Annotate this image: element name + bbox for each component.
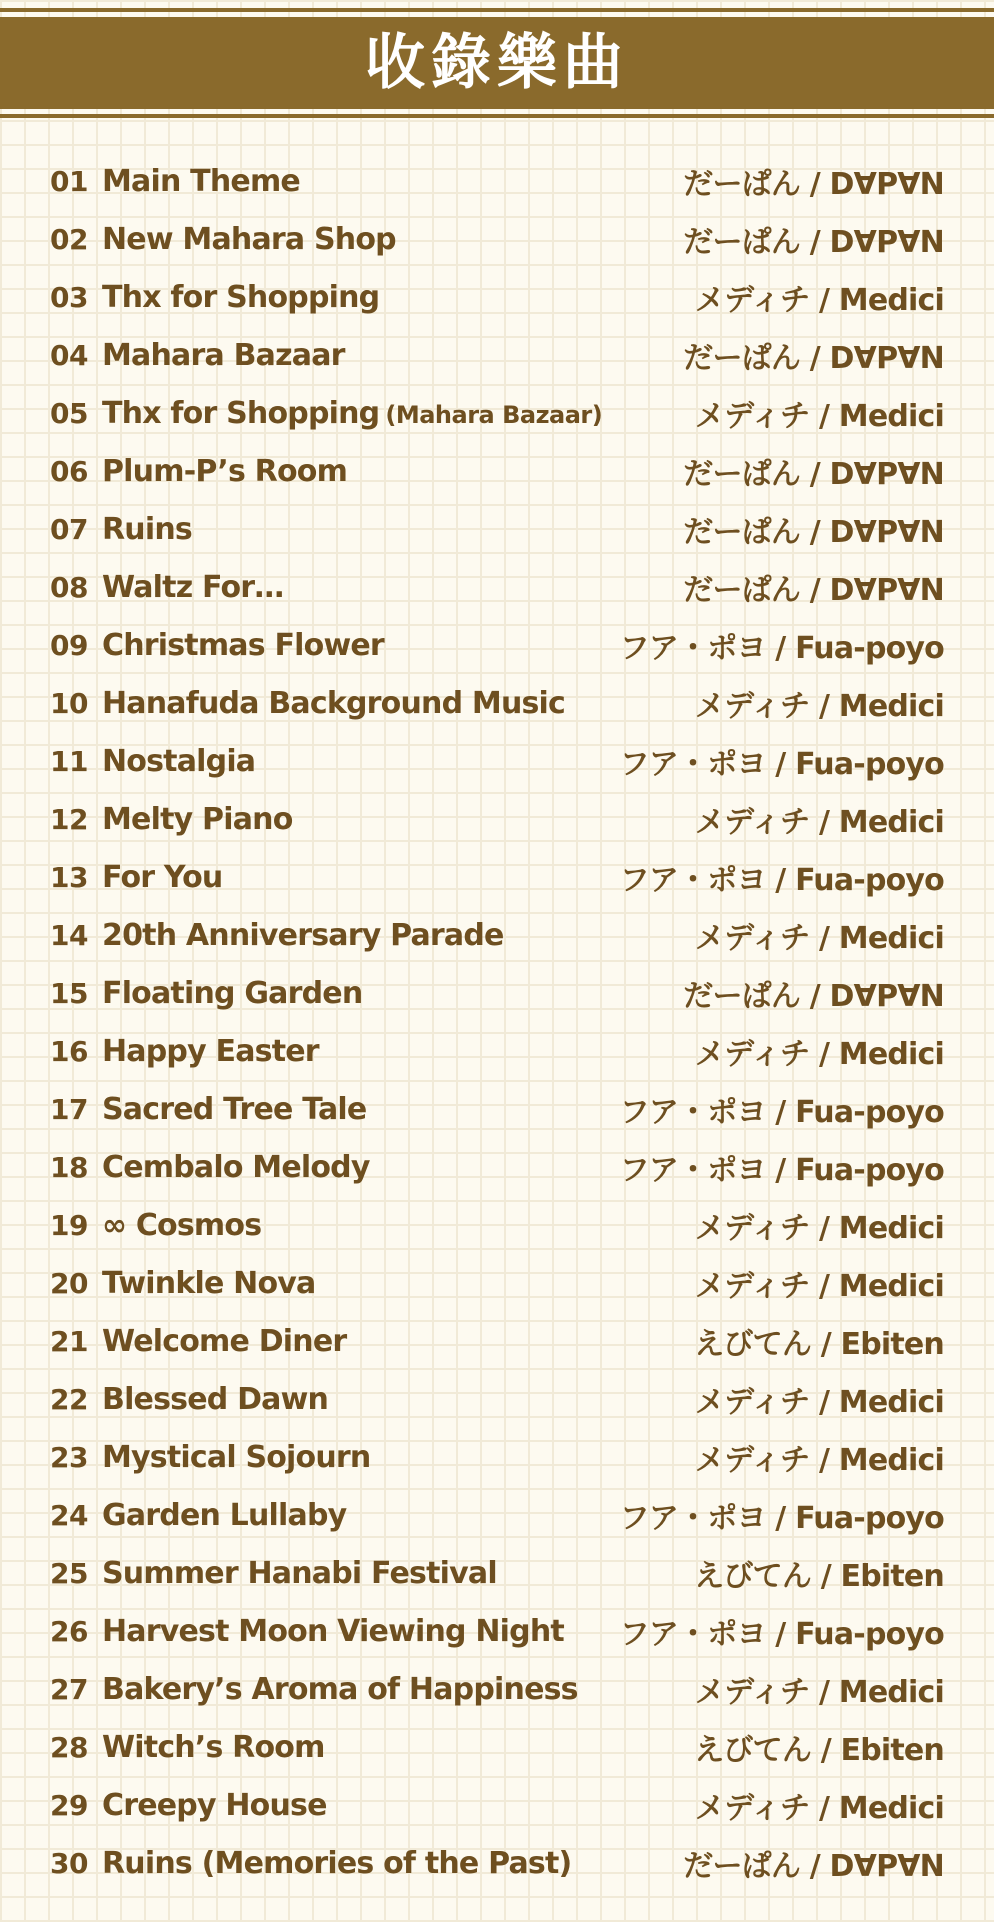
header-banner — [0, 8, 994, 118]
track-row — [50, 1022, 944, 1080]
track-info — [50, 1556, 497, 1591]
track-number: 10 — [50, 686, 88, 720]
track-row — [50, 1312, 944, 1370]
track-title: For You — [102, 859, 223, 895]
track-artist: だーぱん / D∀P∀N — [683, 457, 944, 492]
track-title: Harvest Moon Viewing Night — [102, 1613, 564, 1649]
track-artist: メディチ / Medici — [694, 1791, 944, 1826]
track-artist: だーぱん / D∀P∀N — [683, 167, 944, 202]
track-title: Witch’s Room — [102, 1729, 325, 1765]
track-title: Bakery’s Aroma of Happiness — [102, 1671, 578, 1707]
track-title: Nostalgia — [102, 743, 256, 779]
track-row — [50, 674, 944, 732]
track-row — [50, 210, 944, 268]
track-artist: フア・ポヨ / Fua-poyo — [619, 1153, 944, 1188]
track-row — [50, 732, 944, 790]
track-number: 26 — [50, 1614, 88, 1648]
track-number: 07 — [50, 512, 88, 546]
track-info — [50, 1672, 578, 1707]
track-title: ∞ Cosmos — [102, 1207, 262, 1243]
track-title: Mystical Sojourn — [102, 1439, 371, 1475]
track-number: 27 — [50, 1672, 88, 1706]
track-number: 04 — [50, 338, 88, 372]
track-row — [50, 1602, 944, 1660]
track-artist: えびてん / Ebiten — [694, 1327, 944, 1362]
track-info — [50, 1150, 370, 1185]
track-title: Main Theme — [102, 163, 300, 199]
track-title: Hanafuda Background Music — [102, 685, 566, 721]
track-number: 23 — [50, 1440, 88, 1474]
track-number: 22 — [50, 1382, 88, 1416]
track-row — [50, 268, 944, 326]
track-row — [50, 152, 944, 210]
track-number: 02 — [50, 222, 88, 256]
track-info — [50, 1208, 261, 1243]
track-artist: だーぱん / D∀P∀N — [683, 515, 944, 550]
track-title: Thx for Shopping — [102, 395, 380, 431]
track-number: 11 — [50, 744, 88, 778]
track-title: Waltz For… — [102, 569, 284, 605]
track-info — [50, 976, 362, 1011]
track-artist: メディチ / Medici — [694, 1211, 944, 1246]
track-artist: だーぱん / D∀P∀N — [683, 1849, 944, 1884]
track-artist: メディチ / Medici — [694, 283, 944, 318]
track-number: 24 — [50, 1498, 88, 1532]
track-row — [50, 384, 944, 442]
track-number: 15 — [50, 976, 88, 1010]
track-number: 21 — [50, 1324, 88, 1358]
track-number: 13 — [50, 860, 88, 894]
track-info — [50, 512, 192, 547]
track-title: Blessed Dawn — [102, 1381, 329, 1417]
track-artist: フア・ポヨ / Fua-poyo — [619, 863, 944, 898]
track-info — [50, 570, 283, 605]
track-info — [50, 918, 504, 953]
track-number: 12 — [50, 802, 88, 836]
track-row — [50, 790, 944, 848]
header-top-rule — [0, 8, 994, 12]
track-row — [50, 1544, 944, 1602]
track-info — [50, 1092, 366, 1127]
track-info — [50, 396, 602, 431]
track-row — [50, 964, 944, 1022]
track-row — [50, 1486, 944, 1544]
track-artist: えびてん / Ebiten — [694, 1559, 944, 1594]
track-row — [50, 1254, 944, 1312]
track-list — [50, 152, 944, 1892]
track-artist: メディチ / Medici — [694, 689, 944, 724]
track-artist: メディチ / Medici — [694, 1675, 944, 1710]
track-number: 20 — [50, 1266, 88, 1300]
track-title: Christmas Flower — [102, 627, 384, 663]
track-title: Creepy House — [102, 1787, 327, 1823]
track-info — [50, 1614, 564, 1649]
track-info — [50, 860, 222, 895]
track-artist: フア・ポヨ / Fua-poyo — [619, 1501, 944, 1536]
track-number: 05 — [50, 396, 88, 430]
track-info — [50, 802, 293, 837]
track-title: New Mahara Shop — [102, 221, 396, 257]
track-row — [50, 326, 944, 384]
track-info — [50, 454, 347, 489]
track-artist: だーぱん / D∀P∀N — [683, 225, 944, 260]
track-number: 25 — [50, 1556, 88, 1590]
track-row — [50, 1196, 944, 1254]
track-info — [50, 222, 396, 257]
track-number: 08 — [50, 570, 88, 604]
track-title: Sacred Tree Tale — [102, 1091, 367, 1127]
track-info — [50, 744, 255, 779]
track-row — [50, 848, 944, 906]
track-title: Garden Lullaby — [102, 1497, 347, 1533]
track-row — [50, 442, 944, 500]
track-info — [50, 280, 379, 315]
track-title: Cembalo Melody — [102, 1149, 370, 1185]
track-row — [50, 1138, 944, 1196]
header-bottom-rule — [0, 114, 994, 118]
track-title: Summer Hanabi Festival — [102, 1555, 497, 1591]
track-title: Happy Easter — [102, 1033, 319, 1069]
track-artist: フア・ポヨ / Fua-poyo — [619, 1095, 944, 1130]
track-title: Plum-P’s Room — [102, 453, 348, 489]
track-title: Ruins — [102, 511, 192, 547]
track-artist: だーぱん / D∀P∀N — [683, 979, 944, 1014]
track-info — [50, 1440, 370, 1475]
track-artist: フア・ポヨ / Fua-poyo — [619, 1617, 944, 1652]
track-info — [50, 1266, 315, 1301]
track-info — [50, 1730, 325, 1765]
track-number: 06 — [50, 454, 88, 488]
track-title: Ruins (Memories of the Past) — [102, 1845, 572, 1881]
track-artist: だーぱん / D∀P∀N — [683, 573, 944, 608]
header-band — [0, 17, 994, 109]
track-artist: メディチ / Medici — [694, 921, 944, 956]
track-row — [50, 1718, 944, 1776]
track-artist: えびてん / Ebiten — [694, 1733, 944, 1768]
track-info — [50, 628, 384, 663]
track-row — [50, 616, 944, 674]
track-artist: メディチ / Medici — [694, 1037, 944, 1072]
track-row — [50, 1080, 944, 1138]
track-info — [50, 686, 565, 721]
track-title: Melty Piano — [102, 801, 293, 837]
track-number: 03 — [50, 280, 88, 314]
track-row — [50, 1776, 944, 1834]
track-artist: メディチ / Medici — [694, 805, 944, 840]
track-number: 18 — [50, 1150, 88, 1184]
track-title: Thx for Shopping — [102, 279, 380, 315]
track-number: 28 — [50, 1730, 88, 1764]
track-number: 19 — [50, 1208, 88, 1242]
track-info — [50, 1382, 328, 1417]
page-title: 收錄樂曲 — [365, 28, 629, 98]
track-title: Mahara Bazaar — [102, 337, 345, 373]
track-artist: メディチ / Medici — [694, 1443, 944, 1478]
track-info — [50, 164, 300, 199]
track-row — [50, 500, 944, 558]
track-artist: メディチ / Medici — [694, 399, 944, 434]
track-row — [50, 1834, 944, 1892]
track-row — [50, 1660, 944, 1718]
track-artist: だーぱん / D∀P∀N — [683, 341, 944, 376]
track-row — [50, 558, 944, 616]
track-number: 14 — [50, 918, 88, 952]
track-info — [50, 338, 345, 373]
track-number: 09 — [50, 628, 88, 662]
track-row — [50, 1428, 944, 1486]
track-number: 16 — [50, 1034, 88, 1068]
track-row — [50, 1370, 944, 1428]
track-title: Floating Garden — [102, 975, 363, 1011]
track-title: Welcome Diner — [102, 1323, 347, 1359]
track-artist: フア・ポヨ / Fua-poyo — [619, 631, 944, 666]
track-number: 30 — [50, 1846, 88, 1880]
track-number: 01 — [50, 164, 88, 198]
track-number: 29 — [50, 1788, 88, 1822]
track-artist: フア・ポヨ / Fua-poyo — [619, 747, 944, 782]
track-artist: メディチ / Medici — [694, 1269, 944, 1304]
track-info — [50, 1034, 319, 1069]
track-title: 20th Anniversary Parade — [102, 917, 504, 953]
track-title: Twinkle Nova — [102, 1265, 316, 1301]
track-info — [50, 1846, 571, 1881]
track-subtitle: (Mahara Bazaar) — [385, 400, 603, 429]
track-info — [50, 1498, 346, 1533]
track-artist: メディチ / Medici — [694, 1385, 944, 1420]
track-number: 17 — [50, 1092, 88, 1126]
track-info — [50, 1788, 327, 1823]
track-info — [50, 1324, 346, 1359]
track-row — [50, 906, 944, 964]
